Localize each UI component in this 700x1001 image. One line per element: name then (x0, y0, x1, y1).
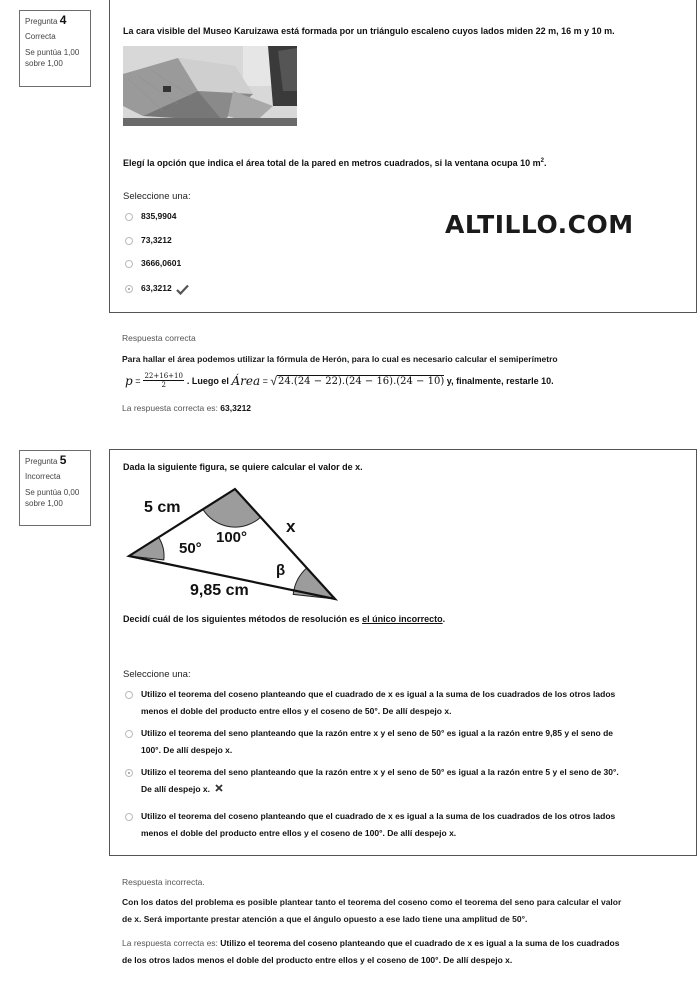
question-prompt: Elegí la opción que indica el área total de la pared en metros cuadrados, si la ventana ocupa 10 $m^2$. (123, 158, 547, 168)
triangle-figure (120, 480, 350, 610)
radio-button[interactable] (125, 213, 133, 221)
question-info-5 (19, 450, 91, 526)
right-answer: La respuesta correcta es: Utilizo el teorema del coseno planteando que el cuadrado de x es igual a la suma de los cuadrados de los otros lados menos el doble del producto entre ellos y el coseno de 100°. De allí despejo x. (122, 938, 620, 965)
question-info-4 (19, 10, 91, 87)
angle-c-label: β (276, 562, 286, 579)
select-one-label: Seleccione una: (123, 669, 191, 680)
question-number: 5 (59, 453, 67, 467)
museum-photo (123, 46, 297, 126)
feedback-title: Respuesta correcta (122, 333, 196, 343)
answer-option-selected[interactable]: Utilizo el teorema del seno planteando que la razón entre x y el seno de 50° es igual a la razón entre 5 y el seno de 30°. De allí despejo x. (125, 768, 619, 798)
radio-button[interactable] (125, 730, 133, 738)
question-label: Pregunta (25, 17, 58, 26)
side-a-label: 5 cm (144, 499, 181, 516)
question-prompt: Decidí cuál de los siguientes métodos de resolución es el único incorrecto. (123, 614, 446, 624)
radio-button[interactable] (125, 813, 133, 821)
question-text: La cara visible del Museo Karuizawa está formada por un triángulo escaleno cuyos lados miden 22 m, 16 m y 10 m. (123, 26, 615, 36)
answer-option-selected[interactable]: 63,3212 (125, 284, 189, 298)
question-state: Incorrecta (25, 472, 61, 481)
answer-option[interactable]: Utilizo el teorema del coseno planteando que el cuadrado de x es igual a la suma de los cuadrados de los otros lados menos el doble del producto entre ellos y el coseno de 50°. De allí despejo x. (125, 690, 615, 720)
radio-button-selected[interactable] (125, 285, 133, 293)
answer-option[interactable]: Utilizo el teorema del seno planteando que la razón entre x y el seno de 50° es igual a la razón entre 9,85 y el seno de 100°. De allí despejo x. (125, 729, 613, 759)
side-x-label: x (286, 517, 296, 536)
answer-option[interactable]: Utilizo el teorema del coseno planteando que el cuadrado de x es igual a la suma de los cuadrados de los otros lados menos el doble del producto entre ellos y el coseno de 100°. De allí despejo x. (125, 812, 615, 842)
check-icon (176, 284, 189, 298)
heron-formula: p = $\frac{22+16+10}{2}$ . Luego el Área = √ 24.(24 − 22).(24 − 16).(24 − 10) y, finalmente, restarle 10. (125, 372, 554, 389)
radio-button[interactable] (125, 260, 133, 268)
radio-button[interactable] (125, 691, 133, 699)
answer-option[interactable]: 73,3212 (125, 236, 172, 249)
cross-icon (215, 783, 223, 795)
feedback-text: Para hallar el área podemos utilizar la fórmula de Herón, para lo cual es necesario calcular el semiperímetro (122, 354, 558, 364)
side-c-label: 9,85 cm (190, 582, 249, 599)
right-answer: La respuesta correcta es: 63,3212 (122, 403, 252, 413)
radio-button[interactable] (125, 237, 133, 245)
question-state: Correcta (25, 32, 56, 41)
question-mark: Se puntúa 1,00 sobre 1,00 (25, 48, 80, 68)
question-text: Dada la siguiente figura, se quiere calcular el valor de x. (123, 462, 363, 472)
question-mark: Se puntúa 0,00 sobre 1,00 (25, 488, 80, 508)
question-label: Pregunta (25, 457, 58, 466)
answer-option[interactable]: 835,9904 (125, 212, 176, 225)
feedback-text: Con los datos del problema es posible plantear tanto el teorema del coseno como el teorema del seno para calcular el valor de x. Será importante prestar atención a que el ángulo opuesto a ese lado tiene una amplitud de 50°. (122, 897, 622, 924)
angle-b-label: 100° (216, 529, 248, 546)
radio-button-selected[interactable] (125, 769, 133, 777)
angle-a-label: 50° (179, 540, 202, 557)
answer-option[interactable]: 3666,0601 (125, 259, 181, 272)
select-one-label: Seleccione una: (123, 191, 191, 202)
question-number: 4 (59, 13, 67, 27)
feedback-title: Respuesta incorrecta. (122, 877, 205, 887)
watermark: ALTILLO.COM (445, 210, 634, 239)
